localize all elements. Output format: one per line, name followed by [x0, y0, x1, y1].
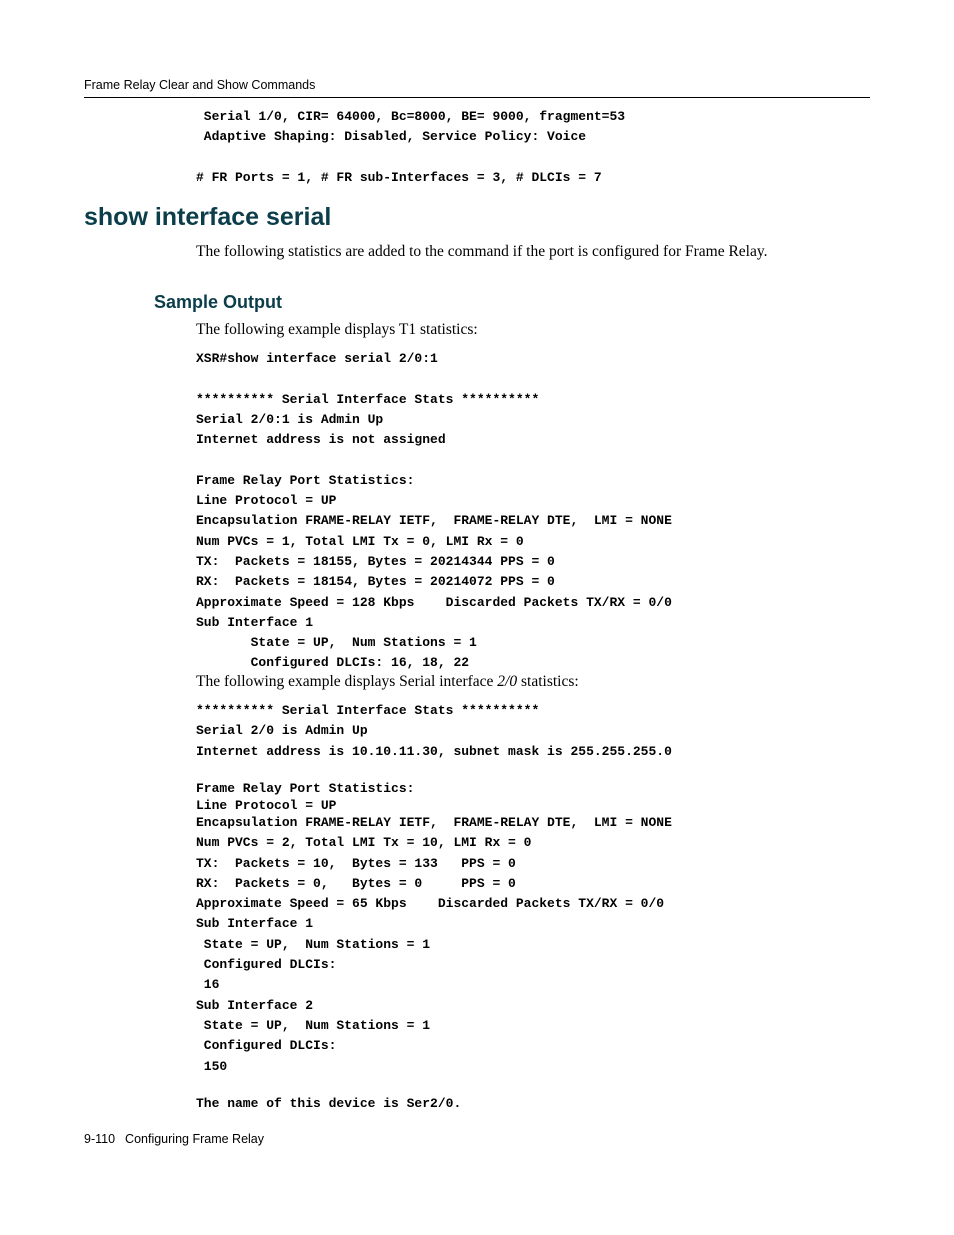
code-block-top: Serial 1/0, CIR= 64000, Bc=8000, BE= 9000, fragment=53 Adaptive Shaping: Disabled, Service Policy: Voice # FR Ports = 1, # FR sub-Interfaces = 3, # DLCIs = 7	[196, 109, 626, 185]
page-footer	[84, 1132, 264, 1146]
section-intro: The following statistics are added to the command if the port is configured for Frame Relay.	[196, 243, 768, 260]
running-header: Frame Relay Clear and Show Commands	[84, 78, 316, 92]
subsection-title: Sample Output	[154, 292, 283, 312]
header-rule	[84, 97, 870, 98]
example2-intro-italic: 2/0	[497, 673, 518, 690]
example2-intro	[196, 673, 579, 691]
example2-intro-after: statistics:	[517, 673, 579, 690]
section-title: show interface serial	[84, 203, 332, 231]
example1-intro: The following example displays T1 statistics:	[196, 321, 478, 338]
code-block-serial-details: Encapsulation FRAME-RELAY IETF, FRAME-RELAY DTE, LMI = NONE Num PVCs = 2, Total LMI Tx = 10, LMI Rx = 0 TX: Packets = 10, Bytes = 133 PPS = 0 RX: Packets = 0, Bytes = 0 PPS = 0 Approximate Speed = 65 Kbps Discarded Packets TX/RX = 0/0 Sub Interface 1 State = UP, Num Stations = 1 Configured DLCIs: 16 Sub Interface 2 State = UP, Num Stations = 1 Configured DLCIs: 150	[196, 815, 672, 1074]
code-block-serial-port-stats: Frame Relay Port Statistics: Line Protocol = UP	[196, 781, 415, 813]
code-block-device-name: The name of this device is Ser2/0.	[196, 1096, 462, 1111]
page-number: 9-110	[84, 1132, 116, 1146]
example2-intro-before: The following example displays Serial interface	[196, 673, 498, 690]
code-block-t1-stats: XSR#show interface serial 2/0:1 ********** Serial Interface Stats ********** Serial 2/0:1 is Admin Up Internet address is not assigned Frame Relay Port Statistics: Line Protocol = UP Encapsulation FRAME-RELAY IETF, FRAME-RELAY DTE, LMI = NONE Num PVCs = 1, Total LMI Tx = 0, LMI Rx = 0 TX: Packets = 18155, Bytes = 20214344 PPS = 0 RX: Packets = 18154, Bytes = 20214072 PPS = 0 Approximate Speed = 128 Kbps Discarded Packets TX/RX = 0/0 Sub Interface 1 State = UP, Num Stations = 1 Configured DLCIs: 16, 18, 22	[196, 351, 672, 671]
chapter-title: Configuring Frame Relay	[125, 1132, 264, 1146]
code-block-serial-stats-header: ********** Serial Interface Stats ********** Serial 2/0 is Admin Up Internet address is 10.10.11.30, subnet mask is 255.255.255.0	[196, 703, 672, 759]
